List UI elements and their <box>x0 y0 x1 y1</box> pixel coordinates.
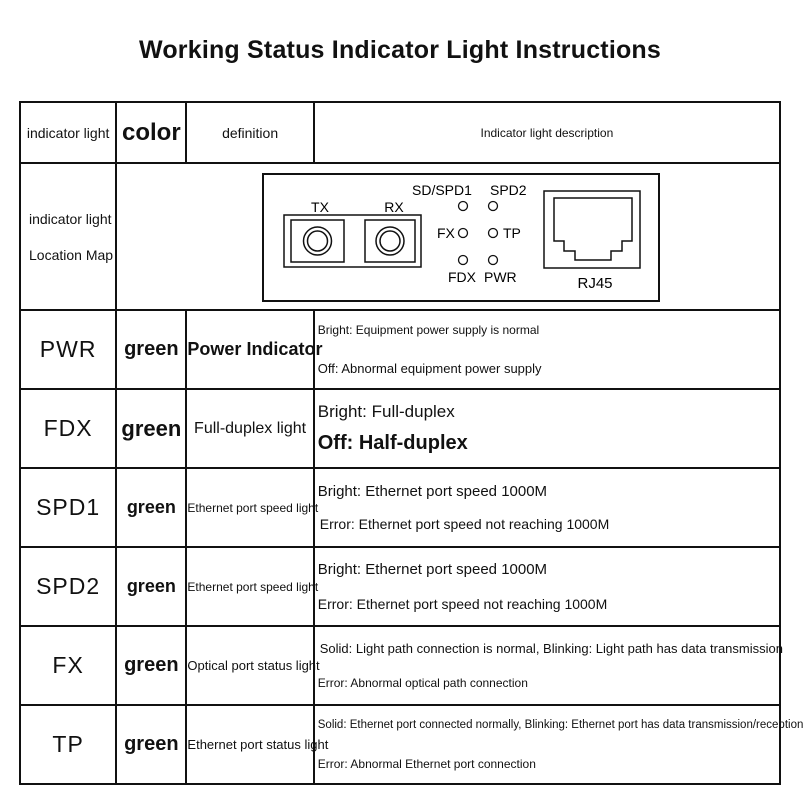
table-row <box>20 468 780 547</box>
indicator-description <box>314 310 780 389</box>
tx-label: TX <box>311 198 330 215</box>
description-line2: Off: Abnormal equipment power supply <box>317 361 542 376</box>
indicator-color: green <box>116 468 186 547</box>
fx-led-icon <box>459 228 468 237</box>
description-line2: Error: Abnormal Ethernet port connection <box>317 756 536 771</box>
indicator-definition: Full-duplex light <box>186 389 313 468</box>
header-description: Indicator light description <box>314 102 780 163</box>
device-panel-diagram <box>262 173 660 303</box>
description-line1: Solid: Light path connection is normal, Blinking: Light path has data transmission <box>319 641 783 656</box>
description-line1: Bright: Equipment power supply is normal <box>317 323 540 337</box>
indicator-definition: Optical port status light <box>186 626 313 705</box>
spd2-label: SPD2 <box>490 181 527 198</box>
description-line2: Error: Ethernet port speed not reaching 1000M <box>317 596 608 612</box>
indicator-table <box>19 101 803 785</box>
page-title: Working Status Indicator Light Instructions <box>138 36 662 64</box>
indicator-definition: Ethernet port status light <box>186 705 313 784</box>
indicator-color: green <box>116 626 186 705</box>
indicator-definition: Ethernet port speed light <box>186 468 313 547</box>
table-row <box>20 547 780 626</box>
description-line1: Bright: Full-duplex <box>317 402 455 421</box>
spd2-led-icon <box>489 201 498 210</box>
pwr-label: PWR <box>484 268 517 285</box>
header-color: color <box>116 102 186 163</box>
header-row <box>20 102 780 163</box>
pwr-led-icon <box>489 255 498 264</box>
header-indicator-light: indicator light <box>20 102 116 163</box>
sd-spd1-label: SD/SPD1 <box>412 181 473 198</box>
indicator-color: green <box>116 310 186 389</box>
rx-label: RX <box>384 198 404 215</box>
indicator-description <box>314 389 780 468</box>
description-line1: Bright: Ethernet port speed 1000M <box>317 483 548 500</box>
location-map-cell <box>116 163 780 310</box>
description-line2: Error: Abnormal optical path connection <box>317 676 528 690</box>
rj45-label: RJ45 <box>577 274 613 292</box>
fdx-label: FDX <box>448 268 477 285</box>
indicator-name: PWR <box>20 310 116 389</box>
tp-label: TP <box>503 224 522 241</box>
description-line2: Error: Ethernet port speed not reaching 1000M <box>319 516 610 532</box>
indicator-name: FDX <box>20 389 116 468</box>
indicator-name: FX <box>20 626 116 705</box>
table-row <box>20 310 780 389</box>
location-map-row <box>20 163 780 310</box>
location-label-line2: Location Map <box>29 246 114 263</box>
rj45-socket-icon <box>554 198 632 260</box>
location-label-line1: indicator light <box>29 210 112 227</box>
description-line1: Bright: Ethernet port speed 1000M <box>317 561 548 578</box>
indicator-definition: Ethernet port speed light <box>186 547 313 626</box>
indicator-name: SPD1 <box>20 468 116 547</box>
table-row <box>20 626 780 705</box>
location-map-label <box>20 163 116 310</box>
indicator-description <box>314 468 780 547</box>
fdx-led-icon <box>459 255 468 264</box>
sd-spd1-led-icon <box>459 201 468 210</box>
indicator-description <box>314 547 780 626</box>
indicator-color: green <box>116 547 186 626</box>
indicator-color: green <box>116 389 186 468</box>
table-row <box>20 705 780 784</box>
description-line2: Off: Half-duplex <box>317 432 468 454</box>
indicator-color: green <box>116 705 186 784</box>
indicator-name: SPD2 <box>20 547 116 626</box>
table-row <box>20 389 780 468</box>
header-definition: definition <box>186 102 313 163</box>
fx-label: FX <box>437 224 456 241</box>
description-line1: Solid: Ethernet port connected normally, Blinking: Ethernet port has data transmission/reception <box>317 718 803 731</box>
indicator-description <box>314 626 783 705</box>
indicator-definition: Power Indicator <box>186 310 313 389</box>
tp-led-icon <box>489 228 498 237</box>
indicator-description <box>314 705 803 784</box>
indicator-name: TP <box>20 705 116 784</box>
